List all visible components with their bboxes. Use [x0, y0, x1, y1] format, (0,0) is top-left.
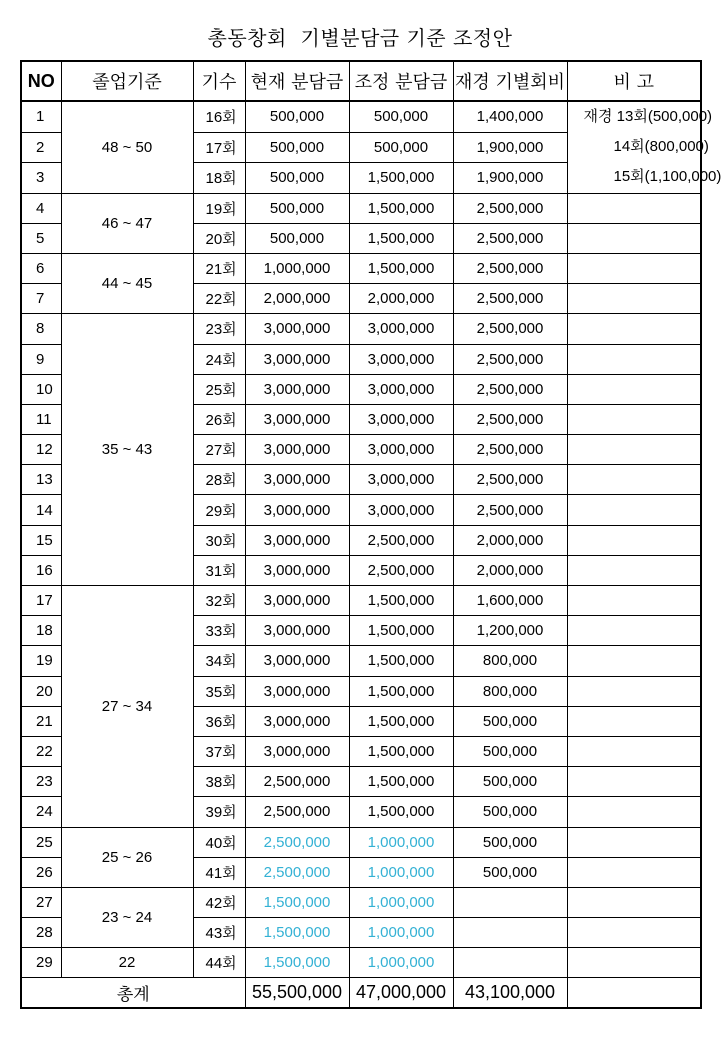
- current-fee-cell: 500,000: [245, 132, 349, 163]
- notes-empty-cell: [567, 284, 701, 314]
- seoul-fee-cell: 2,500,000: [453, 223, 567, 253]
- notes-empty-cell: [567, 736, 701, 766]
- table-row: [21, 193, 701, 223]
- seoul-fee-cell: 1,400,000: [453, 101, 567, 132]
- header-row: [21, 61, 701, 101]
- term-cell: 39회: [193, 797, 245, 827]
- row-number: 5: [21, 223, 61, 253]
- seoul-fee-cell: 800,000: [453, 676, 567, 706]
- notes-empty-cell: [567, 435, 701, 465]
- current-fee-cell: 1,500,000: [245, 887, 349, 917]
- header-adjusted-fee: 조정 분담금: [349, 61, 453, 101]
- adjusted-fee-cell: 1,500,000: [349, 193, 453, 223]
- current-fee-cell: 3,000,000: [245, 344, 349, 374]
- row-number: 17: [21, 586, 61, 616]
- seoul-fee-cell: [453, 887, 567, 917]
- row-number: 23: [21, 767, 61, 797]
- seoul-fee-cell: 500,000: [453, 706, 567, 736]
- notes-empty-cell: [567, 676, 701, 706]
- term-cell: 42회: [193, 887, 245, 917]
- totals-row: [21, 978, 701, 1009]
- contribution-table: [20, 60, 721, 1009]
- term-cell: 33회: [193, 616, 245, 646]
- seoul-fee-cell: 1,200,000: [453, 616, 567, 646]
- notes-empty-cell: [567, 465, 701, 495]
- current-fee-cell: 3,000,000: [245, 646, 349, 676]
- adjusted-fee-cell: 500,000: [349, 132, 453, 163]
- page-title: 총동창회 기별분담금 기준 조정안: [207, 26, 513, 50]
- seoul-fee-cell: 2,000,000: [453, 555, 567, 585]
- current-fee-cell: 3,000,000: [245, 736, 349, 766]
- notes-empty-cell: [567, 918, 701, 948]
- current-fee-cell: 3,000,000: [245, 404, 349, 434]
- adjusted-fee-cell: 3,000,000: [349, 374, 453, 404]
- seoul-fee-cell: [453, 948, 567, 978]
- adjusted-fee-cell: 3,000,000: [349, 495, 453, 525]
- header-current-fee: 현재 분담금: [245, 61, 349, 101]
- seoul-fee-cell: 1,600,000: [453, 586, 567, 616]
- term-cell: 18회: [193, 163, 245, 194]
- notes-empty-cell: [567, 887, 701, 917]
- adjusted-fee-cell: 2,500,000: [349, 555, 453, 585]
- term-cell: 35회: [193, 676, 245, 706]
- adjusted-fee-cell: 1,000,000: [349, 918, 453, 948]
- header-term: 기수: [193, 61, 245, 101]
- row-number: 21: [21, 706, 61, 736]
- term-cell: 40회: [193, 827, 245, 857]
- notes-empty-cell: [567, 586, 701, 616]
- note-line: 15회(1,100,000): [613, 168, 721, 186]
- adjusted-fee-cell: 3,000,000: [349, 465, 453, 495]
- term-cell: 17회: [193, 132, 245, 163]
- adjusted-fee-cell: 1,000,000: [349, 857, 453, 887]
- notes-empty-cell: [567, 223, 701, 253]
- adjusted-fee-cell: 3,000,000: [349, 344, 453, 374]
- notes-empty-cell: [567, 374, 701, 404]
- row-number: 29: [21, 948, 61, 978]
- note-line: 14회(800,000): [613, 138, 709, 156]
- row-number: 25: [21, 827, 61, 857]
- adjusted-fee-cell: 3,000,000: [349, 435, 453, 465]
- adjusted-fee-cell: 1,000,000: [349, 887, 453, 917]
- term-cell: 20회: [193, 223, 245, 253]
- notes-empty-cell: [567, 767, 701, 797]
- graduation-group: 44 ~ 45: [61, 253, 193, 313]
- row-number: 20: [21, 676, 61, 706]
- seoul-fee-cell: 500,000: [453, 736, 567, 766]
- notes-empty-cell: [567, 314, 701, 344]
- row-number: 8: [21, 314, 61, 344]
- row-number: 13: [21, 465, 61, 495]
- header-graduation: 졸업기준: [61, 61, 193, 101]
- seoul-fee-cell: 2,500,000: [453, 404, 567, 434]
- table-row: [21, 827, 701, 857]
- term-cell: 37회: [193, 736, 245, 766]
- total-current: 55,500,000: [245, 978, 349, 1009]
- header-seoul-fee: 재경 기별회비: [453, 61, 567, 101]
- adjusted-fee-cell: 1,500,000: [349, 676, 453, 706]
- current-fee-cell: 3,000,000: [245, 314, 349, 344]
- adjusted-fee-cell: 1,500,000: [349, 586, 453, 616]
- note-line: 재경 13회(500,000): [583, 108, 713, 125]
- current-fee-cell: 3,000,000: [245, 676, 349, 706]
- notes-empty-cell: [567, 525, 701, 555]
- row-number: 10: [21, 374, 61, 404]
- adjusted-fee-cell: 3,000,000: [349, 314, 453, 344]
- seoul-fee-cell: 2,000,000: [453, 525, 567, 555]
- term-cell: 16회: [193, 101, 245, 132]
- seoul-fee-cell: 2,500,000: [453, 284, 567, 314]
- seoul-fee-cell: 2,500,000: [453, 314, 567, 344]
- current-fee-cell: 3,000,000: [245, 435, 349, 465]
- current-fee-cell: 3,000,000: [245, 706, 349, 736]
- current-fee-cell: 2,000,000: [245, 284, 349, 314]
- adjusted-fee-cell: 1,500,000: [349, 223, 453, 253]
- header-notes: 비 고: [567, 61, 701, 101]
- term-cell: 38회: [193, 767, 245, 797]
- current-fee-cell: 2,500,000: [245, 767, 349, 797]
- term-cell: 23회: [193, 314, 245, 344]
- row-number: 11: [21, 404, 61, 434]
- table-row: [21, 253, 701, 283]
- term-cell: 34회: [193, 646, 245, 676]
- adjusted-fee-cell: 1,500,000: [349, 253, 453, 283]
- adjusted-fee-cell: 1,500,000: [349, 616, 453, 646]
- notes-empty-cell: [567, 706, 701, 736]
- totals-notes-empty: [567, 978, 701, 1009]
- table-row: [21, 887, 701, 917]
- current-fee-cell: 3,000,000: [245, 616, 349, 646]
- adjusted-fee-cell: 1,500,000: [349, 163, 453, 194]
- term-cell: 44회: [193, 948, 245, 978]
- row-number: 15: [21, 525, 61, 555]
- term-cell: 31회: [193, 555, 245, 585]
- row-number: 3: [21, 163, 61, 194]
- row-number: 4: [21, 193, 61, 223]
- row-number: 12: [21, 435, 61, 465]
- header-no: NO: [21, 61, 61, 101]
- term-cell: 41회: [193, 857, 245, 887]
- term-cell: 43회: [193, 918, 245, 948]
- notes-empty-cell: [567, 616, 701, 646]
- current-fee-cell: 2,500,000: [245, 827, 349, 857]
- seoul-fee-cell: 2,500,000: [453, 465, 567, 495]
- term-cell: 22회: [193, 284, 245, 314]
- adjusted-fee-cell: 1,000,000: [349, 948, 453, 978]
- current-fee-cell: 3,000,000: [245, 374, 349, 404]
- notes-empty-cell: [567, 344, 701, 374]
- graduation-group: 35 ~ 43: [61, 314, 193, 586]
- row-number: 27: [21, 887, 61, 917]
- current-fee-cell: 3,000,000: [245, 586, 349, 616]
- notes-empty-cell: [567, 797, 701, 827]
- row-number: 1: [21, 101, 61, 132]
- term-cell: 36회: [193, 706, 245, 736]
- seoul-fee-cell: 800,000: [453, 646, 567, 676]
- current-fee-cell: 1,500,000: [245, 948, 349, 978]
- current-fee-cell: 1,500,000: [245, 918, 349, 948]
- adjusted-fee-cell: 3,000,000: [349, 404, 453, 434]
- notes-empty-cell: [567, 827, 701, 857]
- graduation-group: 48 ~ 50: [61, 101, 193, 193]
- term-cell: 29회: [193, 495, 245, 525]
- seoul-fee-cell: 500,000: [453, 767, 567, 797]
- current-fee-cell: 3,000,000: [245, 495, 349, 525]
- term-cell: 25회: [193, 374, 245, 404]
- row-number: 24: [21, 797, 61, 827]
- term-cell: 27회: [193, 435, 245, 465]
- term-cell: 19회: [193, 193, 245, 223]
- seoul-fee-cell: 2,500,000: [453, 374, 567, 404]
- adjusted-fee-cell: 1,500,000: [349, 706, 453, 736]
- table-row: [21, 948, 701, 978]
- notes-empty-cell: [567, 555, 701, 585]
- row-number: 19: [21, 646, 61, 676]
- graduation-group: 22: [61, 948, 193, 978]
- seoul-fee-cell: 1,900,000: [453, 163, 567, 194]
- notes-empty-cell: [567, 646, 701, 676]
- seoul-fee-cell: 2,500,000: [453, 193, 567, 223]
- term-cell: 30회: [193, 525, 245, 555]
- current-fee-cell: 2,500,000: [245, 857, 349, 887]
- adjusted-fee-cell: 1,500,000: [349, 646, 453, 676]
- term-cell: 32회: [193, 586, 245, 616]
- current-fee-cell: 500,000: [245, 101, 349, 132]
- row-number: 26: [21, 857, 61, 887]
- row-number: 7: [21, 284, 61, 314]
- seoul-fee-cell: 500,000: [453, 827, 567, 857]
- row-number: 6: [21, 253, 61, 283]
- graduation-group: 46 ~ 47: [61, 193, 193, 253]
- seoul-fee-cell: 2,500,000: [453, 344, 567, 374]
- row-number: 18: [21, 616, 61, 646]
- table-row: [21, 314, 701, 344]
- total-adjusted: 47,000,000: [349, 978, 453, 1009]
- adjusted-fee-cell: 1,500,000: [349, 736, 453, 766]
- graduation-group: 23 ~ 24: [61, 887, 193, 947]
- current-fee-cell: 3,000,000: [245, 555, 349, 585]
- current-fee-cell: 1,000,000: [245, 253, 349, 283]
- row-number: 22: [21, 736, 61, 766]
- adjusted-fee-cell: 1,500,000: [349, 797, 453, 827]
- current-fee-cell: 3,000,000: [245, 525, 349, 555]
- graduation-group: 27 ~ 34: [61, 586, 193, 828]
- current-fee-cell: 500,000: [245, 223, 349, 253]
- totals-label: 총계: [21, 978, 245, 1009]
- notes-empty-cell: [567, 948, 701, 978]
- adjusted-fee-cell: 2,000,000: [349, 284, 453, 314]
- row-number: 2: [21, 132, 61, 163]
- notes-empty-cell: [567, 193, 701, 223]
- current-fee-cell: 500,000: [245, 163, 349, 194]
- term-cell: 21회: [193, 253, 245, 283]
- row-number: 28: [21, 918, 61, 948]
- term-cell: 28회: [193, 465, 245, 495]
- adjusted-fee-cell: 2,500,000: [349, 525, 453, 555]
- current-fee-cell: 2,500,000: [245, 797, 349, 827]
- total-seoul: 43,100,000: [453, 978, 567, 1009]
- current-fee-cell: 500,000: [245, 193, 349, 223]
- seoul-fee-cell: 2,500,000: [453, 435, 567, 465]
- adjusted-fee-cell: 1,500,000: [349, 767, 453, 797]
- seoul-fee-cell: [453, 918, 567, 948]
- adjusted-fee-cell: 500,000: [349, 101, 453, 132]
- seoul-fee-cell: 1,900,000: [453, 132, 567, 163]
- graduation-group: 25 ~ 26: [61, 827, 193, 887]
- seoul-fee-cell: 2,500,000: [453, 495, 567, 525]
- row-number: 16: [21, 555, 61, 585]
- notes-cell: [567, 101, 721, 193]
- notes-empty-cell: [567, 857, 701, 887]
- notes-empty-cell: [567, 253, 701, 283]
- term-cell: 26회: [193, 404, 245, 434]
- row-number: 9: [21, 344, 61, 374]
- notes-empty-cell: [567, 404, 701, 434]
- adjusted-fee-cell: 1,000,000: [349, 827, 453, 857]
- seoul-fee-cell: 500,000: [453, 797, 567, 827]
- seoul-fee-cell: 2,500,000: [453, 253, 567, 283]
- table-row: [21, 586, 701, 616]
- row-number: 14: [21, 495, 61, 525]
- notes-empty-cell: [567, 495, 701, 525]
- current-fee-cell: 3,000,000: [245, 465, 349, 495]
- seoul-fee-cell: 500,000: [453, 857, 567, 887]
- term-cell: 24회: [193, 344, 245, 374]
- table-row: [21, 101, 701, 132]
